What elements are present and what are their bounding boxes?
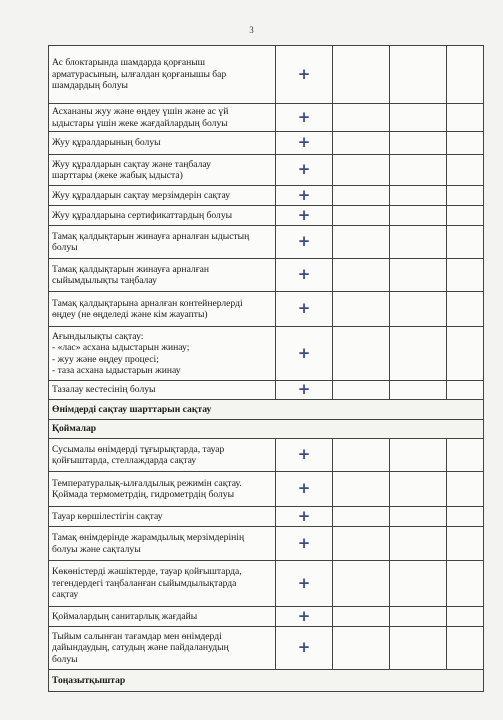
requirement-line: Қоймада термометрдің, гидрометрдің болуы bbox=[52, 489, 235, 500]
checklist-row bbox=[49, 226, 484, 259]
empty-cell bbox=[333, 132, 390, 155]
empty-cell bbox=[333, 527, 390, 561]
compliance-mark: + bbox=[276, 527, 333, 561]
requirement-text bbox=[49, 46, 276, 104]
empty-cell bbox=[447, 226, 484, 259]
compliance-mark: + bbox=[276, 155, 333, 186]
requirement-text bbox=[49, 226, 276, 259]
compliance-mark: + bbox=[276, 292, 333, 327]
empty-cell bbox=[333, 292, 390, 327]
requirement-line: Тамақ қалдықтарын жинауға арналған bbox=[52, 263, 210, 275]
compliance-mark: + bbox=[276, 327, 333, 381]
compliance-mark: + bbox=[276, 607, 333, 627]
empty-cell bbox=[390, 226, 447, 259]
page-number: 3 bbox=[249, 25, 254, 35]
requirement-line: сыйымдылықты таңбалау bbox=[52, 275, 157, 286]
checklist-row bbox=[49, 104, 484, 132]
requirement-text bbox=[49, 627, 276, 670]
empty-cell bbox=[447, 607, 484, 627]
requirement-line: арматурасының, ылғалдан қорғанышы бар bbox=[52, 68, 227, 80]
empty-cell bbox=[447, 46, 484, 104]
requirement-line: өңдеу (не өңделеді және кім жауапты) bbox=[52, 309, 208, 320]
section-title: Қоймалар bbox=[49, 420, 484, 439]
requirement-text bbox=[49, 381, 276, 400]
section-title: Тоңазытқыштар bbox=[49, 670, 484, 692]
requirement-text bbox=[49, 327, 276, 381]
empty-cell bbox=[333, 381, 390, 400]
checklist-row bbox=[49, 206, 484, 226]
requirement-line: болуы және сақталуы bbox=[52, 543, 141, 555]
empty-cell bbox=[390, 327, 447, 381]
empty-cell bbox=[390, 561, 447, 607]
section-header-row bbox=[49, 400, 484, 420]
empty-cell bbox=[333, 226, 390, 259]
empty-cell bbox=[333, 104, 390, 132]
empty-cell bbox=[390, 46, 447, 104]
inspection-checklist-table bbox=[48, 45, 484, 692]
requirement-text bbox=[49, 132, 276, 155]
requirement-line: Тамақ өнімдерінде жарамдылық мерзімдерінің bbox=[52, 532, 245, 543]
empty-cell bbox=[333, 327, 390, 381]
section-title: Өнімдерді сақтау шарттарын сақтау bbox=[49, 400, 484, 420]
compliance-mark: + bbox=[276, 226, 333, 259]
checklist-row bbox=[49, 472, 484, 507]
checklist-row bbox=[49, 627, 484, 670]
empty-cell bbox=[447, 627, 484, 670]
empty-cell bbox=[333, 607, 390, 627]
checklist-row bbox=[49, 607, 484, 627]
requirement-line: Ағындылықты сақтау: bbox=[52, 330, 144, 342]
checklist-row bbox=[49, 155, 484, 186]
empty-cell bbox=[390, 132, 447, 155]
empty-cell bbox=[333, 507, 390, 527]
empty-cell bbox=[447, 381, 484, 400]
empty-cell bbox=[447, 206, 484, 226]
empty-cell bbox=[333, 472, 390, 507]
empty-cell bbox=[447, 259, 484, 292]
empty-cell bbox=[447, 527, 484, 561]
requirement-line: Көкөністерді жәшіктерде, тауар қойғыштарда, bbox=[52, 566, 242, 578]
empty-cell bbox=[390, 439, 447, 472]
empty-cell bbox=[447, 507, 484, 527]
requirement-text bbox=[49, 104, 276, 132]
requirement-line: шамдардың болуы bbox=[52, 80, 128, 92]
empty-cell bbox=[447, 561, 484, 607]
empty-cell bbox=[333, 46, 390, 104]
requirement-line: қойғыштарда, стеллаждарда сақтау bbox=[52, 455, 197, 466]
compliance-mark: + bbox=[276, 472, 333, 507]
requirement-line: Жуу құралдарын сақтау мерзімдерін сақтау bbox=[52, 189, 231, 201]
requirement-text bbox=[49, 439, 276, 472]
checklist-row bbox=[49, 46, 484, 104]
empty-cell bbox=[447, 132, 484, 155]
checklist-row bbox=[49, 292, 484, 327]
empty-cell bbox=[333, 186, 390, 206]
compliance-mark: + bbox=[276, 186, 333, 206]
empty-cell bbox=[390, 381, 447, 400]
requirement-line: Жуу құралдарын сақтау және таңбалау bbox=[52, 158, 211, 170]
empty-cell bbox=[390, 186, 447, 206]
requirement-text bbox=[49, 527, 276, 561]
requirement-line: - «лас» асхана ыдыстарын жинау; bbox=[52, 342, 190, 353]
checklist-row bbox=[49, 327, 484, 381]
compliance-mark: + bbox=[276, 507, 333, 527]
empty-cell bbox=[390, 507, 447, 527]
requirement-line: дайындаудың, сатудың және пайдаланудың bbox=[52, 642, 229, 654]
compliance-mark: + bbox=[276, 627, 333, 670]
requirement-text bbox=[49, 561, 276, 607]
requirement-line: Тамақ қалдықтарын жинауға арналған ыдыстың bbox=[52, 230, 250, 242]
empty-cell bbox=[333, 155, 390, 186]
requirement-line: болуы bbox=[52, 653, 78, 665]
compliance-mark: + bbox=[276, 561, 333, 607]
requirement-line: Тыйым салынған тағамдар мен өнімдерді bbox=[52, 630, 222, 642]
section-header-row bbox=[49, 670, 484, 692]
checklist-row bbox=[49, 439, 484, 472]
empty-cell bbox=[390, 627, 447, 670]
empty-cell bbox=[333, 259, 390, 292]
checklist-row bbox=[49, 259, 484, 292]
requirement-line: болуы bbox=[52, 242, 78, 253]
empty-cell bbox=[447, 292, 484, 327]
empty-cell bbox=[333, 561, 390, 607]
empty-cell bbox=[447, 439, 484, 472]
compliance-mark: + bbox=[276, 132, 333, 155]
checklist-row bbox=[49, 527, 484, 561]
empty-cell bbox=[447, 155, 484, 186]
empty-cell bbox=[390, 155, 447, 186]
requirement-line: Қоймалардың санитарлық жағдайы bbox=[52, 610, 198, 622]
requirement-line: Температуралық-ылғалдылық режимін сақтау. bbox=[52, 477, 242, 489]
requirement-text bbox=[49, 155, 276, 186]
requirement-line: Сусымалы өнімдерді тұғырықтарда, тауар bbox=[52, 443, 225, 455]
requirement-line: Ас блоктарында шамдарда қорғаныш bbox=[52, 57, 206, 69]
empty-cell bbox=[447, 186, 484, 206]
empty-cell bbox=[333, 627, 390, 670]
empty-cell bbox=[447, 327, 484, 381]
requirement-line: Тамақ қалдықтарына арналған контейнерлерді bbox=[52, 297, 243, 309]
empty-cell bbox=[390, 527, 447, 561]
requirement-text bbox=[49, 607, 276, 627]
requirement-line: Асхананы жуу және өңдеу үшін және ас үй bbox=[52, 106, 229, 117]
checklist-row bbox=[49, 132, 484, 155]
requirement-line: - таза асхана ыдыстарын жинау bbox=[52, 365, 181, 376]
compliance-mark: + bbox=[276, 381, 333, 400]
compliance-mark: + bbox=[276, 46, 333, 104]
requirement-text bbox=[49, 259, 276, 292]
section-header-row bbox=[49, 420, 484, 439]
empty-cell bbox=[390, 206, 447, 226]
checklist-row bbox=[49, 561, 484, 607]
requirement-line: ыдыстары үшін жеке жағдайлардың болуы bbox=[52, 117, 228, 129]
checklist-row bbox=[49, 186, 484, 206]
requirement-text bbox=[49, 507, 276, 527]
compliance-mark: + bbox=[276, 104, 333, 132]
requirement-line: Жуу құралдарына сертификаттардың болуы bbox=[52, 209, 233, 221]
checklist-row bbox=[49, 507, 484, 527]
compliance-mark: + bbox=[276, 259, 333, 292]
requirement-line: Жуу құралдарының болуы bbox=[52, 137, 161, 149]
requirement-line: - жуу және өңдеу процесі; bbox=[52, 353, 159, 365]
empty-cell bbox=[447, 472, 484, 507]
empty-cell bbox=[390, 472, 447, 507]
requirement-line: Тауар көршілестігін сақтау bbox=[52, 510, 163, 522]
requirement-line: Тазалау кестесінің болуы bbox=[52, 384, 156, 396]
empty-cell bbox=[390, 259, 447, 292]
compliance-mark: + bbox=[276, 439, 333, 472]
empty-cell bbox=[333, 206, 390, 226]
requirement-text bbox=[49, 186, 276, 206]
checklist-row bbox=[49, 381, 484, 400]
requirement-line: сақтау bbox=[52, 589, 79, 601]
requirement-text bbox=[49, 206, 276, 226]
empty-cell bbox=[390, 607, 447, 627]
compliance-mark: + bbox=[276, 206, 333, 226]
empty-cell bbox=[333, 439, 390, 472]
empty-cell bbox=[447, 104, 484, 132]
empty-cell bbox=[390, 292, 447, 327]
requirement-line: тегендердегі таңбаланған сыйымдылықтарда bbox=[52, 577, 237, 589]
requirement-text bbox=[49, 472, 276, 507]
requirement-text bbox=[49, 292, 276, 327]
empty-cell bbox=[390, 104, 447, 132]
requirement-line: шарттары (жеке жабық ыдыста) bbox=[52, 170, 183, 181]
